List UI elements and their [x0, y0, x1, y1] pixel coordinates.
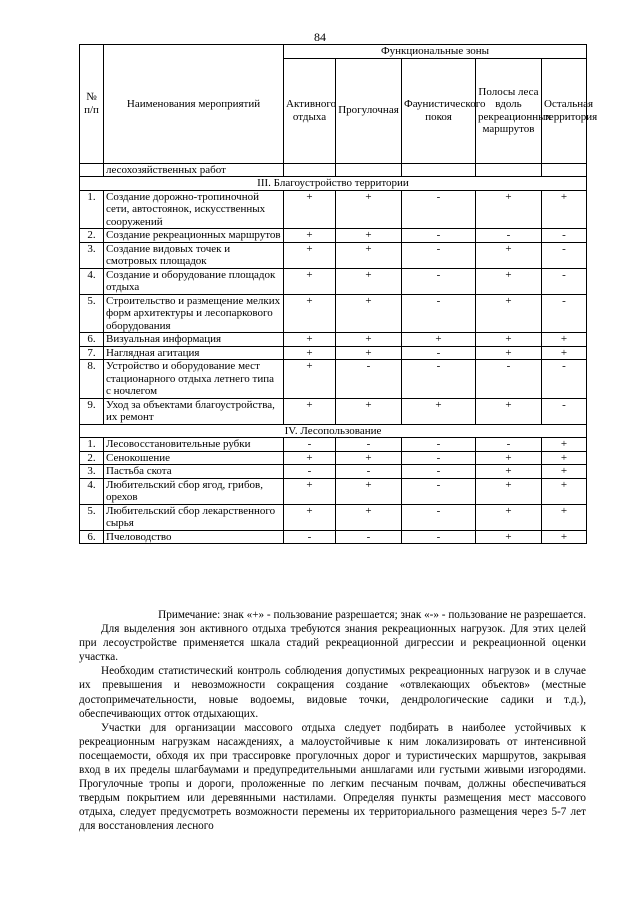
row-num: 8.	[80, 360, 104, 399]
row-mark: +	[336, 294, 402, 333]
section-row	[80, 424, 587, 438]
row-mark: +	[542, 504, 587, 530]
row-mark: -	[402, 294, 476, 333]
row-mark	[542, 163, 587, 177]
row-mark: -	[402, 438, 476, 452]
row-mark: -	[284, 465, 336, 479]
table-row	[80, 478, 587, 504]
table-body	[80, 163, 587, 544]
row-mark: +	[284, 333, 336, 347]
body-text	[79, 608, 586, 834]
header-num: № п/п	[80, 45, 104, 164]
row-name: Устройство и оборудование мест стационарного отдыха летнего типа с ночлегом	[104, 360, 284, 399]
row-mark: +	[336, 398, 402, 424]
row-name: Наглядная агитация	[104, 346, 284, 360]
header-zone: Фаунистического покоя	[402, 58, 476, 163]
row-mark: -	[402, 242, 476, 268]
row-mark: -	[542, 360, 587, 399]
table-row	[80, 268, 587, 294]
row-mark: -	[476, 360, 542, 399]
row-mark: -	[402, 451, 476, 465]
row-num: 1.	[80, 190, 104, 229]
row-name: Любительский сбор лекарственного сырья	[104, 504, 284, 530]
row-name: лесохозяйственных работ	[104, 163, 284, 177]
table-row	[80, 294, 587, 333]
row-num: 2.	[80, 229, 104, 243]
row-mark: +	[476, 398, 542, 424]
page-number: 84	[314, 30, 326, 44]
row-mark: +	[542, 451, 587, 465]
table-row	[80, 530, 587, 544]
row-mark: -	[542, 294, 587, 333]
row-mark: +	[542, 465, 587, 479]
row-num	[80, 163, 104, 177]
section-title: III. Благоустройство территории	[80, 177, 587, 191]
table-row	[80, 346, 587, 360]
header-zone: Полосы леса вдоль рекреационных маршрутов	[476, 58, 542, 163]
row-mark: +	[542, 333, 587, 347]
row-mark: -	[402, 530, 476, 544]
row-name: Строительство и размещение мелких форм архитектуры и лесопаркового оборудования	[104, 294, 284, 333]
note-paragraph: Примечание: знак «+» - пользование разрешается; знак «-» - пользование не разрешается.	[158, 609, 586, 621]
row-name: Пастьба скота	[104, 465, 284, 479]
row-mark: +	[476, 465, 542, 479]
row-mark: -	[402, 190, 476, 229]
row-mark: -	[336, 438, 402, 452]
row-name: Создание видовых точек и смотровых площадок	[104, 242, 284, 268]
row-num: 2.	[80, 451, 104, 465]
row-mark: +	[336, 346, 402, 360]
row-mark: -	[284, 438, 336, 452]
row-mark: +	[542, 478, 587, 504]
row-mark: +	[336, 333, 402, 347]
row-mark: +	[476, 242, 542, 268]
row-mark: +	[336, 229, 402, 243]
row-mark: +	[284, 360, 336, 399]
row-mark: -	[402, 504, 476, 530]
table-row	[80, 465, 587, 479]
row-mark: +	[284, 268, 336, 294]
body-paragraph: Необходим статистический контроль соблюдения допустимых рекреационных нагрузок и в случае их превышения и невозможности сокращения создание «отвлекающих объектов» (местные достопримечательности, новые водоемы, видовые точки, дендрологические садики и т.д.), обеспечивающих отток отдыхающих.	[79, 665, 586, 720]
row-mark: +	[476, 346, 542, 360]
header-zone: Остальная территория	[542, 58, 587, 163]
row-mark: +	[542, 530, 587, 544]
row-num: 6.	[80, 333, 104, 347]
row-mark: -	[402, 360, 476, 399]
row-mark: +	[284, 294, 336, 333]
row-mark	[284, 163, 336, 177]
table-row	[80, 451, 587, 465]
row-mark: -	[542, 268, 587, 294]
row-name: Лесовосстановительные рубки	[104, 438, 284, 452]
body-paragraph: Участки для организации массового отдыха следует подбирать в наиболее устойчивых к рекреационным нагрузкам насаждениях, а малоустойчивые к ним локализировать от интенсивной посещаемости, обходя их при трассировке прогулочных дорог и туристических маршрутов, закрывая вход в их пределы шлагбаумами и предупредительными аншлагами или густыми живыми изгородями. Прогулочные тропы и дороги, проложенные по легким песчаным почвам, должны обеспечиваться твердым покрытием или деревянными настилами. Определяя пункты размещения мест массового отдыха, следует предусмотреть возможности перемены их территориального размещения через 5-7 лет для восстановления лесного	[79, 721, 586, 833]
row-name: Визуальная информация	[104, 333, 284, 347]
table-row	[80, 438, 587, 452]
row-name: Создание и оборудование площадок отдыха	[104, 268, 284, 294]
row-mark: +	[476, 268, 542, 294]
header-zones-group: Функциональные зоны	[284, 45, 587, 59]
row-mark: +	[476, 294, 542, 333]
row-num: 4.	[80, 478, 104, 504]
row-mark: +	[284, 190, 336, 229]
row-mark: -	[402, 465, 476, 479]
row-mark: +	[284, 478, 336, 504]
table-row	[80, 229, 587, 243]
row-mark: +	[542, 190, 587, 229]
row-num: 5.	[80, 504, 104, 530]
row-mark: -	[542, 242, 587, 268]
row-mark: +	[476, 333, 542, 347]
row-mark: +	[284, 242, 336, 268]
row-name: Пчеловодство	[104, 530, 284, 544]
row-mark: +	[476, 530, 542, 544]
row-mark: +	[476, 504, 542, 530]
row-mark: -	[542, 398, 587, 424]
row-mark: +	[284, 398, 336, 424]
row-mark	[476, 163, 542, 177]
row-mark: -	[402, 478, 476, 504]
row-name: Уход за объектами благоустройства, их ремонт	[104, 398, 284, 424]
row-mark: +	[336, 190, 402, 229]
measures-table	[79, 44, 598, 544]
row-mark: +	[402, 398, 476, 424]
row-mark	[402, 163, 476, 177]
row-mark: -	[402, 346, 476, 360]
table-row	[80, 242, 587, 268]
table-row	[80, 333, 587, 347]
row-mark: -	[476, 438, 542, 452]
table-header	[80, 45, 598, 164]
header-zone: Активного отдыха	[284, 58, 336, 163]
row-name: Любительский сбор ягод, грибов, орехов	[104, 478, 284, 504]
body-paragraph: Для выделения зон активного отдыха требуются знания рекреационных нагрузок. Для этих целей при лесоустройстве применяется шкала стадий рекреационной дигрессии и рекреационной оценки участка.	[79, 623, 586, 664]
row-mark: +	[336, 478, 402, 504]
row-mark: +	[336, 268, 402, 294]
row-mark: -	[402, 268, 476, 294]
row-mark: -	[336, 360, 402, 399]
row-mark: +	[476, 190, 542, 229]
row-name: Создание рекреационных маршрутов	[104, 229, 284, 243]
header-name: Наименования мероприятий	[104, 45, 284, 164]
row-name: Сенокошение	[104, 451, 284, 465]
row-num: 5.	[80, 294, 104, 333]
row-mark: -	[284, 530, 336, 544]
row-num: 3.	[80, 465, 104, 479]
section-title: IV. Лесопользование	[80, 424, 587, 438]
section-row	[80, 177, 587, 191]
row-num: 7.	[80, 346, 104, 360]
row-mark: +	[476, 451, 542, 465]
row-mark: -	[336, 530, 402, 544]
row-mark: -	[476, 229, 542, 243]
row-mark: +	[284, 451, 336, 465]
row-mark: +	[336, 504, 402, 530]
row-num: 3.	[80, 242, 104, 268]
table-row	[80, 190, 587, 229]
row-mark: -	[542, 229, 587, 243]
row-name: Создание дорожно-тропиночной сети, автостоянок, искусственных сооружений	[104, 190, 284, 229]
row-mark	[336, 163, 402, 177]
row-num: 1.	[80, 438, 104, 452]
table-row	[80, 504, 587, 530]
row-mark: +	[476, 478, 542, 504]
row-num: 4.	[80, 268, 104, 294]
row-mark: +	[542, 438, 587, 452]
row-num: 6.	[80, 530, 104, 544]
row-mark: +	[284, 346, 336, 360]
row-mark: +	[542, 346, 587, 360]
row-mark: +	[284, 229, 336, 243]
row-mark: +	[336, 242, 402, 268]
row-mark: +	[284, 504, 336, 530]
row-mark: +	[336, 451, 402, 465]
table-row	[80, 398, 587, 424]
header-zone: Прогулочная	[336, 58, 402, 163]
table-row	[80, 360, 587, 399]
row-mark: -	[402, 229, 476, 243]
row-mark: -	[336, 465, 402, 479]
row-num: 9.	[80, 398, 104, 424]
table-row	[80, 163, 587, 177]
row-mark: +	[402, 333, 476, 347]
